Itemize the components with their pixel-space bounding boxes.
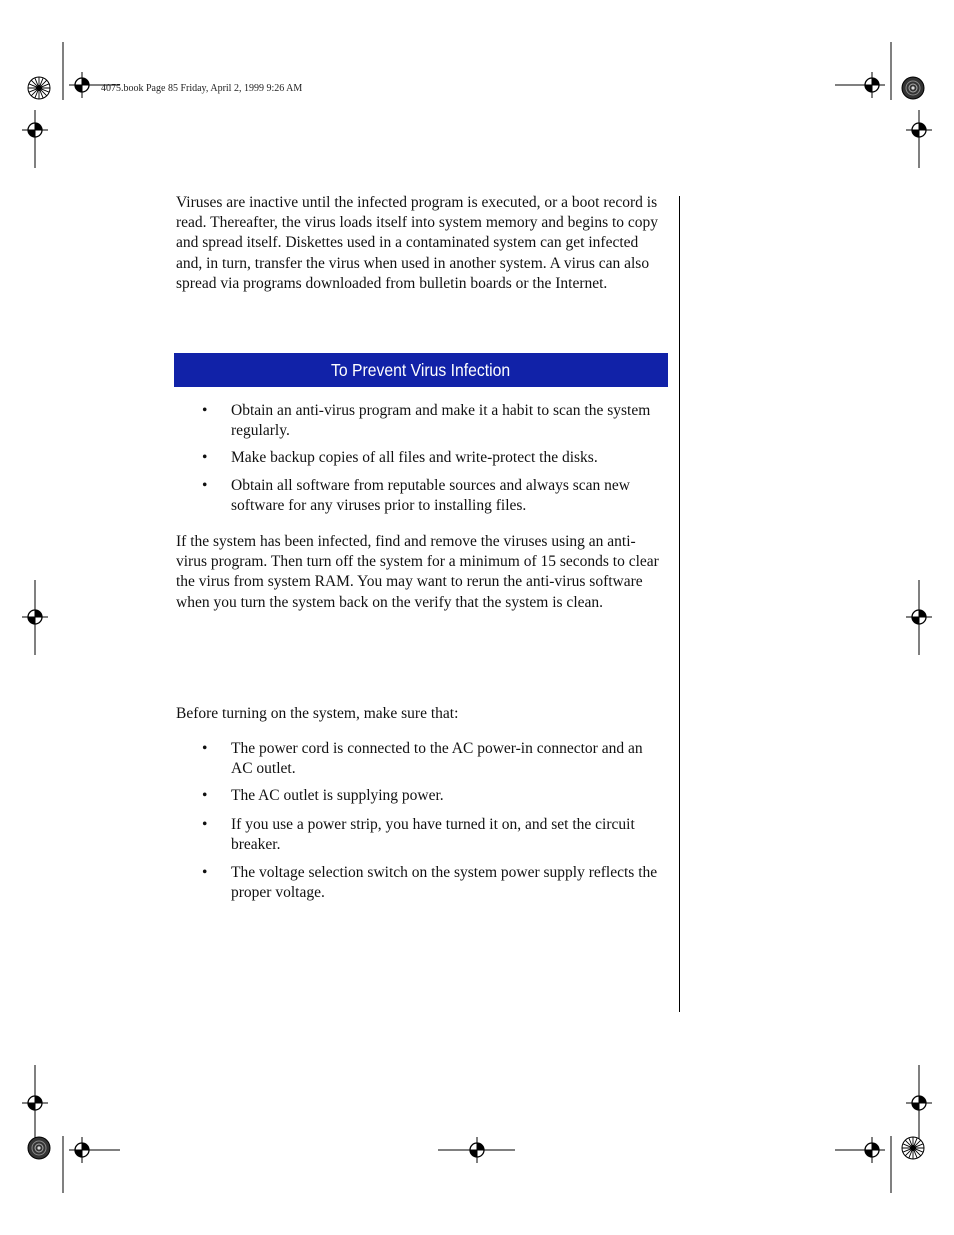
list-item: • Obtain all software from reputable sources and always scan new software for any viruses prior to installing files. <box>202 477 630 515</box>
section-heading-banner <box>174 353 668 387</box>
bullet-icon: • <box>202 449 208 467</box>
bullet-icon: • <box>202 402 208 419</box>
bullet-icon: • <box>202 740 208 757</box>
section-heading-text: To Prevent Virus Infection <box>331 359 511 380</box>
list-item: • Make backup copies of all files and write-protect the disks. <box>200 448 666 468</box>
list-item: • If you use a power strip, you have turned it on, and set the circuit breaker. <box>202 815 635 853</box>
bullet-icon: • <box>202 787 208 805</box>
bullet-icon: • <box>202 477 208 495</box>
column-rule <box>679 196 680 1012</box>
list-item: • The voltage selection switch on the system power supply reflects the proper voltage. <box>202 863 658 901</box>
bullet-icon: • <box>202 815 208 833</box>
book-page-header: 4075.book Page 85 Friday, April 2, 1999 9:26 AM <box>101 83 303 94</box>
intro-paragraph: Viruses are inactive until the infected program is executed, or a boot record is read. Thereafter, the virus loads itself into system memory and begins to copy and spread itself. Diskettes used in a contaminated system can get infected and, in turn, transfer the virus when used in another system. A virus can also spread via programs downloaded from bulletin boards or the Internet. <box>176 194 659 292</box>
list-item: • The power cord is connected to the AC power-in connector and an AC outlet. <box>202 740 643 778</box>
power-check-intro: Before turning on the system, make sure that: <box>176 705 459 722</box>
infection-followup-paragraph: If the system has been infected, find and remove the viruses using an anti-virus program. Then turn off the system for a minimum of 15 seconds to clear the virus from system RAM. You may want to rerun the anti-virus software when you turn the system back on the verify that the system is clean. <box>176 533 659 611</box>
prevention-list <box>200 401 666 517</box>
list-item: • The AC outlet is supplying power. <box>200 786 666 806</box>
bullet-icon: • <box>202 863 208 881</box>
power-check-list <box>200 739 666 903</box>
list-item: • Obtain an anti-virus program and make it a habit to scan the system regularly. <box>202 402 651 440</box>
